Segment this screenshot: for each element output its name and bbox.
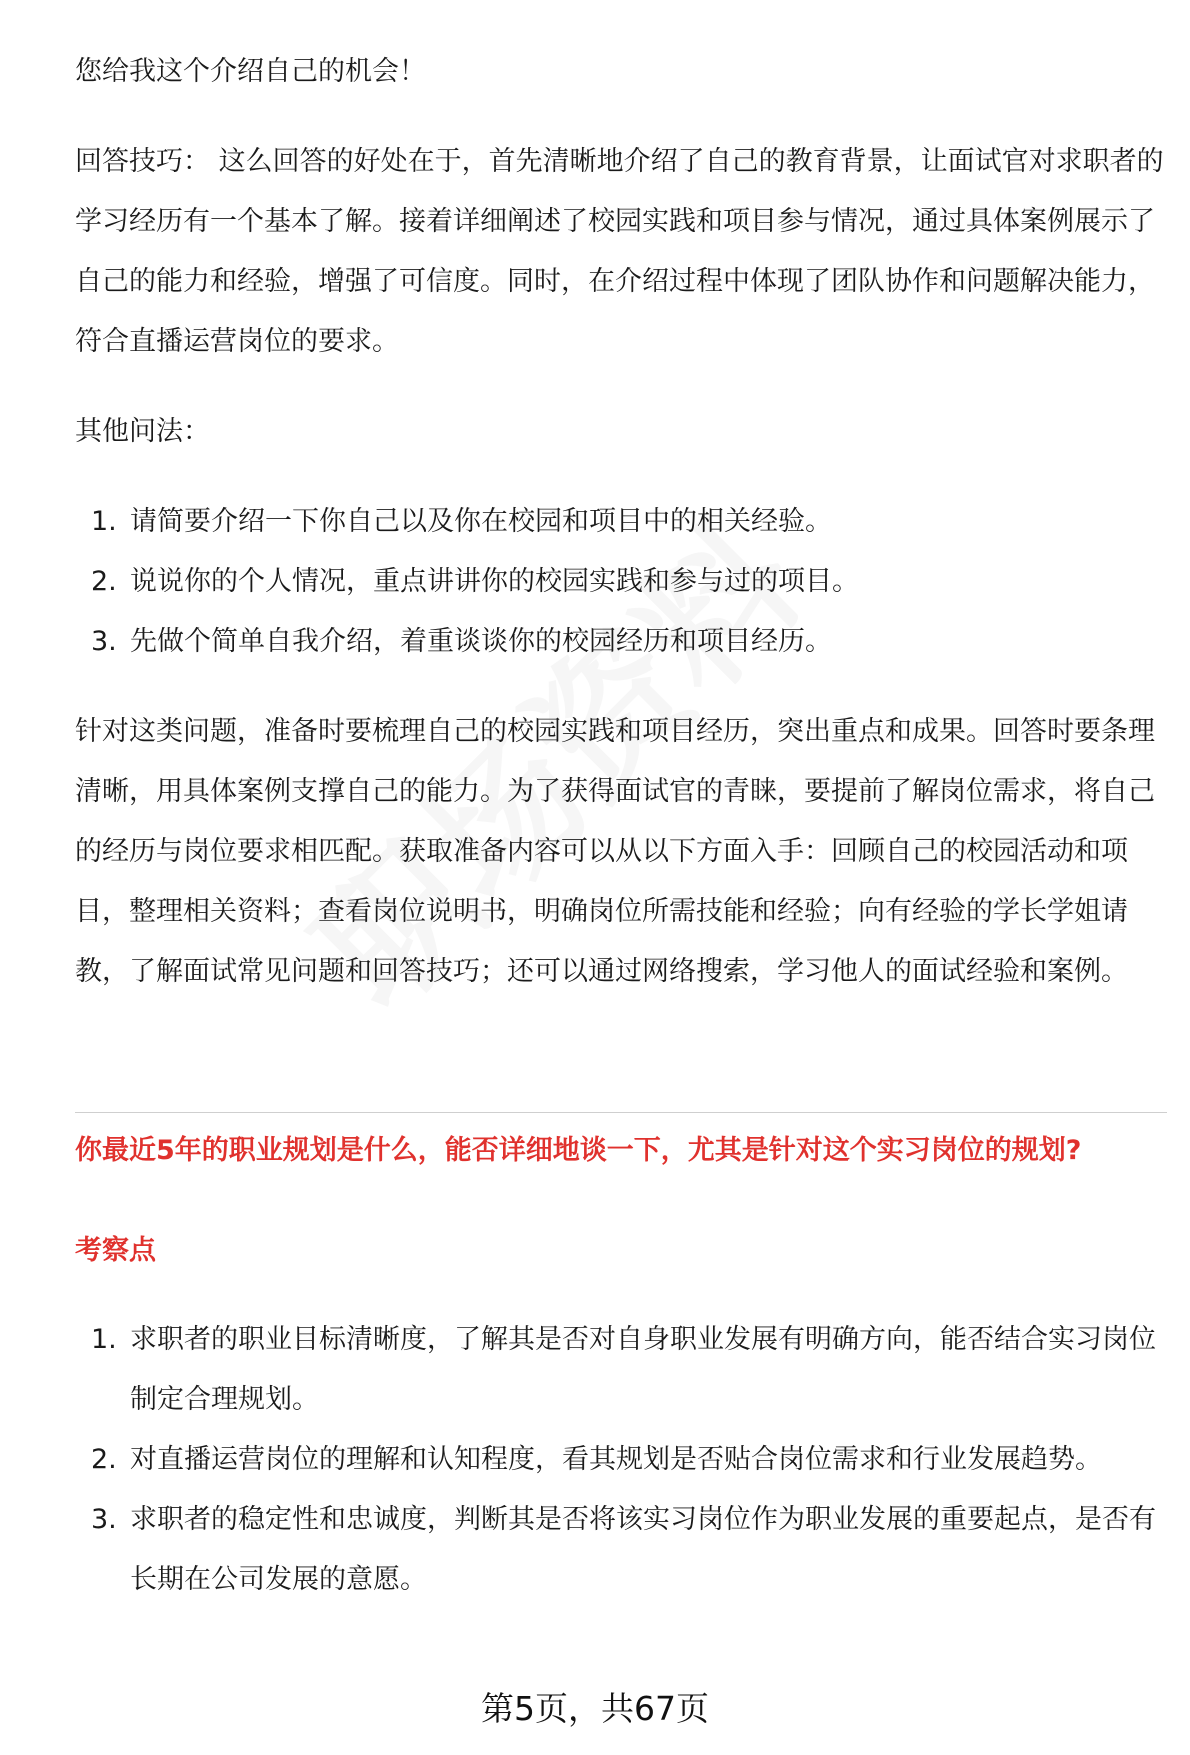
list-item-text: 求职者的职业目标清晰度，了解其是否对自身职业发展有明确方向，能否结合实习岗位制定合理规划。	[130, 1324, 1156, 1415]
list-item	[75, 552, 1167, 612]
list-item	[75, 492, 1167, 552]
list-item	[75, 1490, 1167, 1610]
list-number: 2.	[91, 1444, 117, 1475]
intro-closing-text: 您给我这个介绍自己的机会！	[75, 56, 426, 87]
list-item	[75, 1310, 1167, 1430]
page-number-footer: 第5页，共67页	[481, 1689, 709, 1728]
list-item-text: 请简要介绍一下你自己以及你在校园和项目中的相关经验。	[130, 506, 832, 537]
list-item-text: 说说你的个人情况，重点讲讲你的校园实践和参与过的项目。	[130, 566, 859, 597]
assessment-points-list	[75, 1310, 1167, 1610]
list-item-text: 对直播运营岗位的理解和认知程度，看其规划是否贴合岗位需求和行业发展趋势。	[130, 1444, 1102, 1475]
list-item-text: 求职者的稳定性和忠诚度，判断其是否将该实习岗位作为职业发展的重要起点，是否有长期在公司发展的意愿。	[130, 1504, 1156, 1595]
section-divider	[75, 1112, 1167, 1113]
list-item	[75, 1430, 1167, 1490]
list-item	[75, 612, 1167, 672]
list-number: 2.	[91, 566, 117, 597]
assessment-points-heading: 考察点	[75, 1235, 156, 1266]
list-number: 3.	[91, 626, 117, 657]
other-questions-list	[75, 492, 1167, 672]
other-questions-label: 其他问法：	[75, 416, 210, 447]
list-number: 1.	[91, 1324, 117, 1355]
list-number: 3.	[91, 1504, 117, 1535]
interview-question-heading: 你最近5年的职业规划是什么，能否详细地谈一下，尤其是针对这个实习岗位的规划?	[75, 1135, 1082, 1166]
list-number: 1.	[91, 506, 117, 537]
list-item-text: 先做个简单自我介绍，着重谈谈你的校园经历和项目经历。	[130, 626, 832, 657]
answer-tips-paragraph: 回答技巧： 这么回答的好处在于，首先清晰地介绍了自己的教育背景，让面试官对求职者的学习经历有一个基本了解。接着详细阐述了校园实践和项目参与情况，通过具体案例展示了自己的能力和经验，增强了可信度。同时，在介绍过程中体现了团队协作和问题解决能力，符合直播运营岗位的要求。	[75, 146, 1164, 357]
preparation-advice-paragraph: 针对这类问题，准备时要梳理自己的校园实践和项目经历，突出重点和成果。回答时要条理清晰，用具体案例支撑自己的能力。为了获得面试官的青睐，要提前了解岗位需求，将自己的经历与岗位要求相匹配。获取准备内容可以从以下方面入手：回顾自己的校园活动和项目，整理相关资料；查看岗位说明书，明确岗位所需技能和经验；向有经验的学长学姐请教，了解面试常见问题和回答技巧；还可以通过网络搜索，学习他人的面试经验和案例。	[75, 716, 1155, 987]
